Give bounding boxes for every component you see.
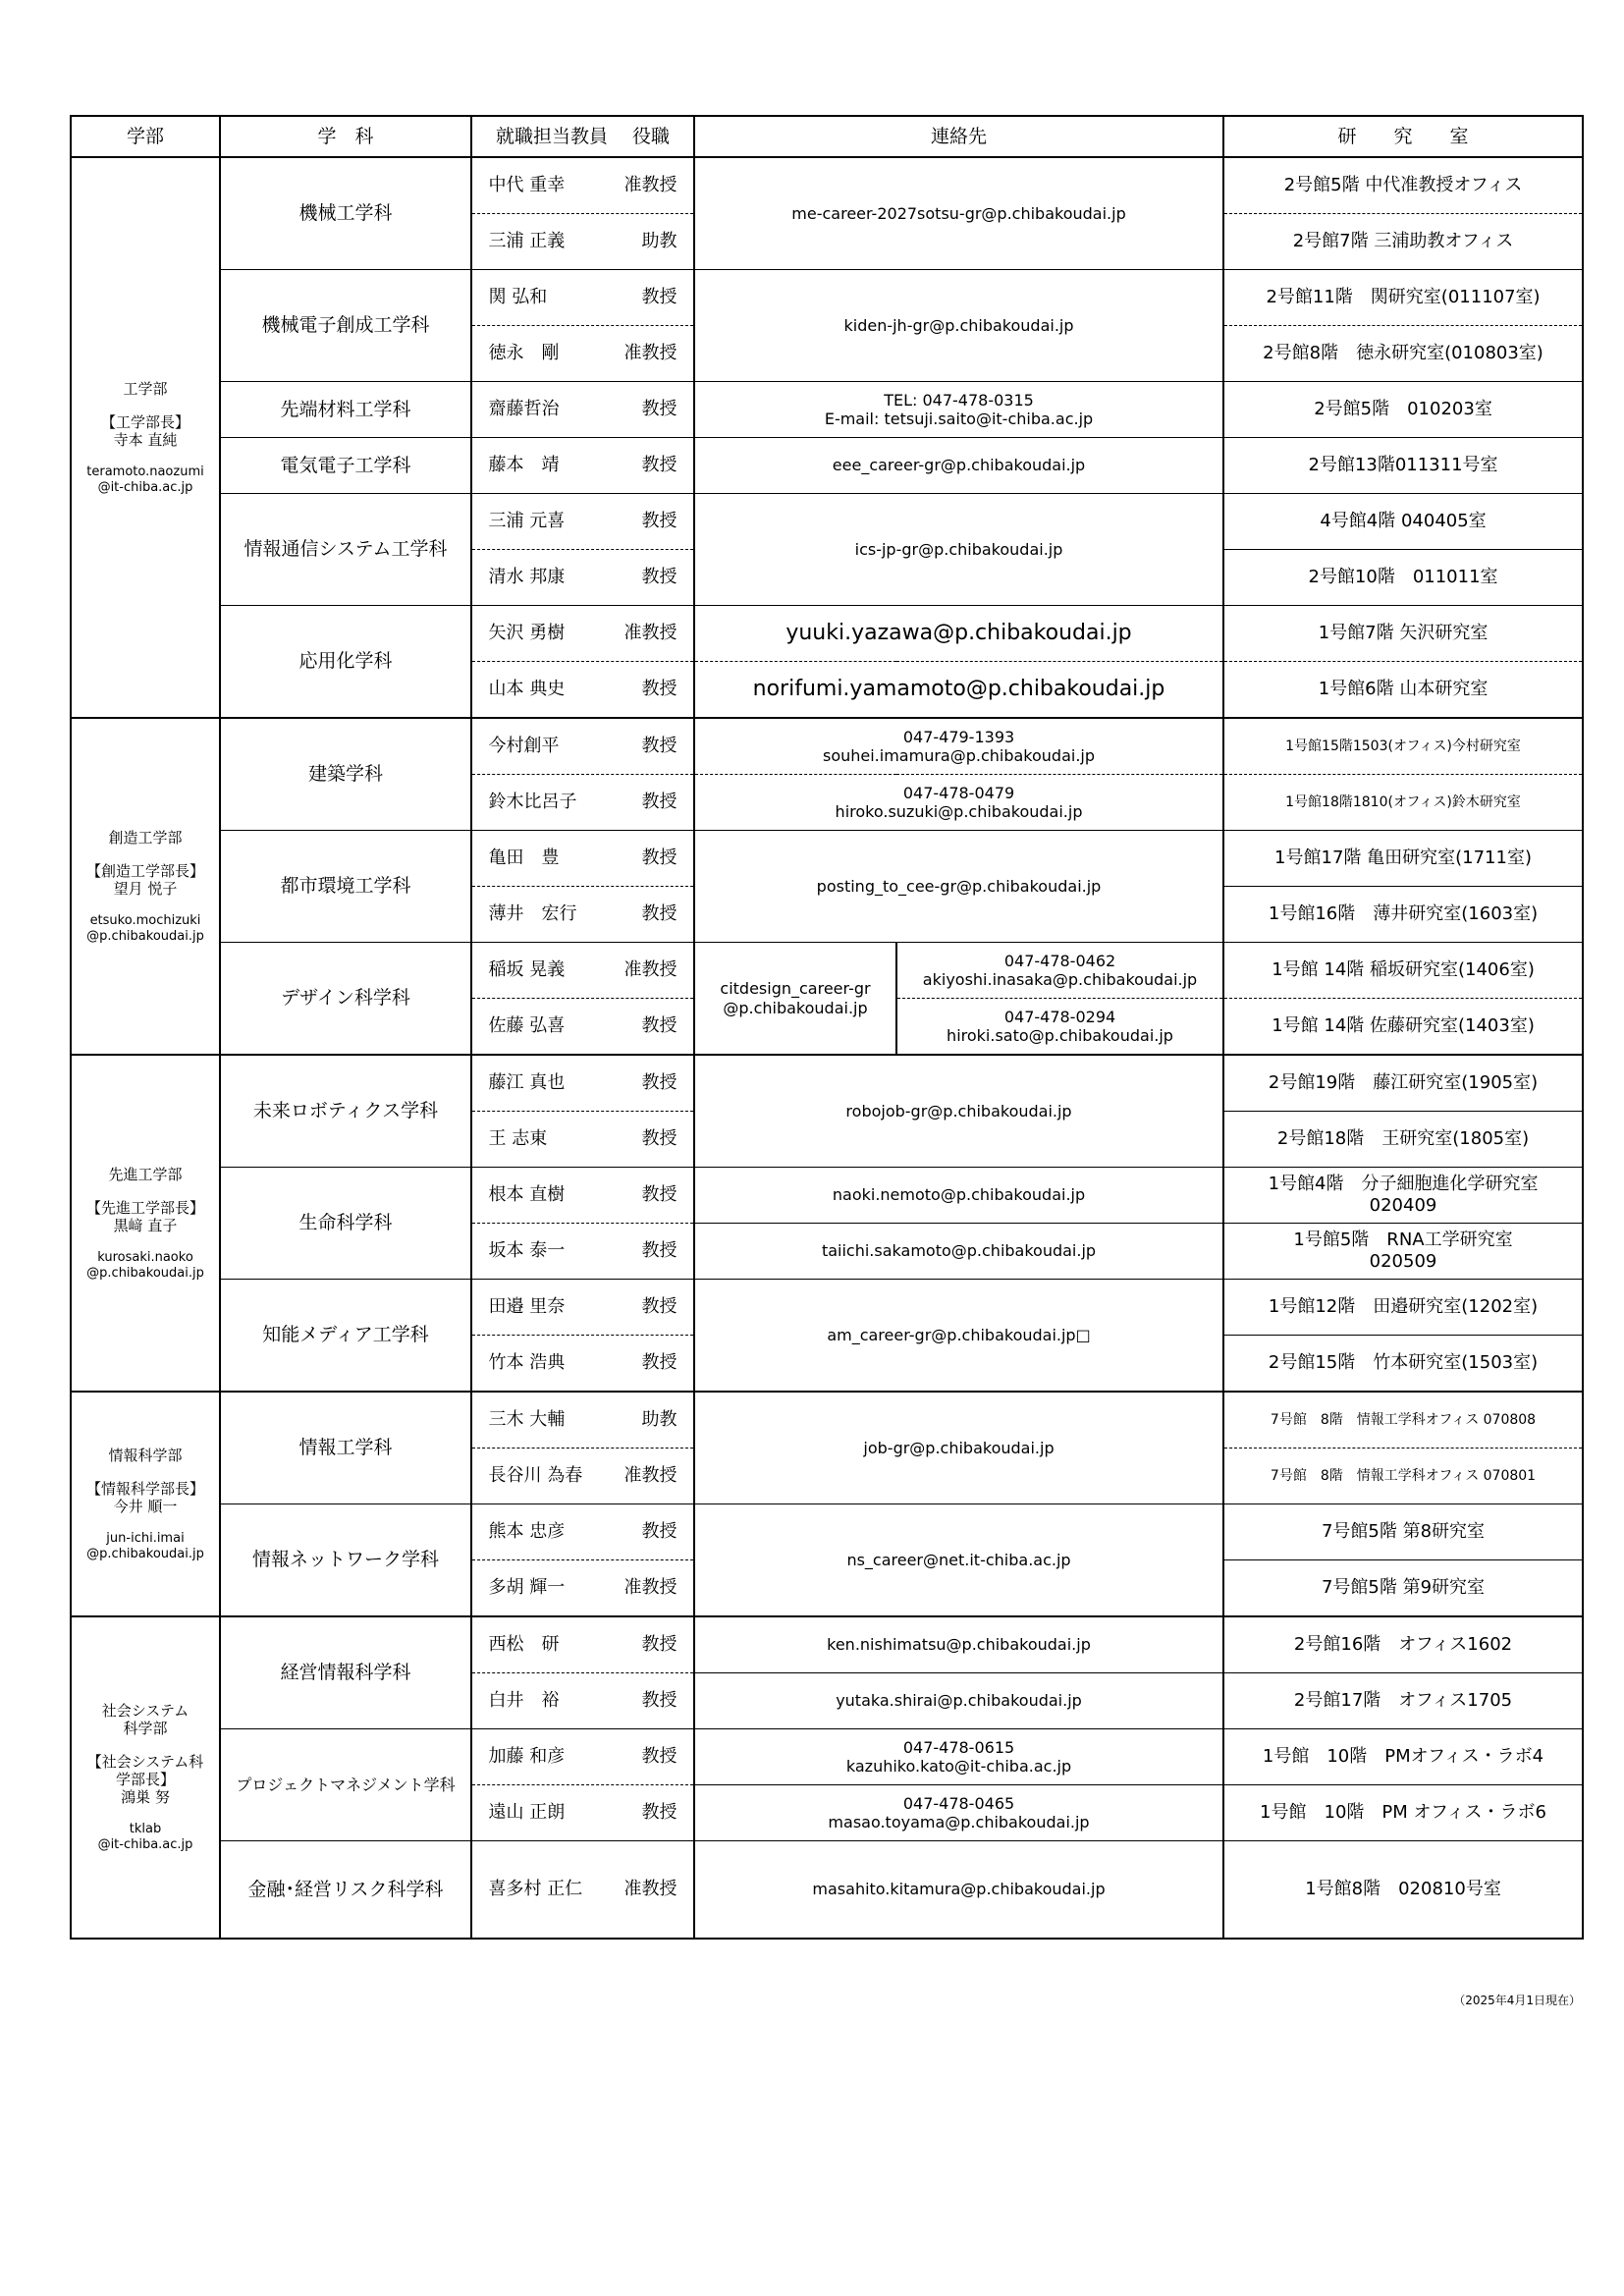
dean-label-2: 学部長】: [115, 1771, 175, 1789]
header-row: [71, 116, 1583, 157]
staff-cell: [471, 382, 694, 438]
contact-email[interactable]: masao.toyama@p.chibakoudai.jp: [828, 1813, 1090, 1831]
faculty-name: 社会システム: [101, 1702, 189, 1721]
department-cell: 応用化学科: [220, 606, 471, 719]
faculty-cell-information: [71, 1392, 220, 1616]
contact-email[interactable]: masahito.kitamura@p.chibakoudai.jp: [694, 1841, 1223, 1940]
room-cell: 7号館 8階 情報工学科オフィス 070808: [1223, 1392, 1583, 1449]
staff-name: 山本 典史: [488, 679, 566, 700]
staff-cell: [471, 214, 694, 270]
staff-rank: 教授: [641, 567, 677, 588]
room-number: 020409: [1369, 1195, 1437, 1216]
department-cell: 情報ネットワーク学科: [220, 1504, 471, 1617]
room-cell: 2号館7階 三浦助教オフィス: [1223, 214, 1583, 270]
staff-name: 王 志東: [488, 1128, 548, 1150]
staff-cell: [471, 662, 694, 719]
department-cell: 未来ロボティクス学科: [220, 1055, 471, 1168]
staff-cell: [471, 718, 694, 775]
staff-name: 佐藤 弘喜: [488, 1015, 566, 1037]
staff-cell: [471, 270, 694, 326]
room-cell: 1号館18階1810(オフィス)鈴木研究室: [1223, 775, 1583, 831]
contact-email[interactable]: job-gr@p.chibakoudai.jp: [694, 1392, 1223, 1504]
table-row: [71, 1055, 1583, 1112]
staff-rank: 教授: [641, 399, 677, 420]
staff-cell: [471, 1729, 694, 1785]
staff-cell: [471, 494, 694, 550]
contact-email[interactable]: yutaka.shirai@p.chibakoudai.jp: [694, 1673, 1223, 1729]
faculty-name: 創造工学部: [108, 828, 183, 847]
department-cell: 機械電子創成工学科: [220, 270, 471, 382]
room-number: 020509: [1369, 1251, 1437, 1272]
room-cell: 1号館 14階 稲坂研究室(1406室): [1223, 943, 1583, 999]
room-name: 1号館5階 RNA工学研究室: [1293, 1230, 1513, 1251]
staff-rank: 教授: [641, 455, 677, 476]
as-of-date-note: （2025年4月1日現在）: [1453, 1994, 1581, 2007]
staff-name: 齋藤哲治: [488, 399, 560, 420]
table-row: [71, 1504, 1583, 1560]
staff-cell: [471, 1224, 694, 1280]
staff-name: 熊本 忠彦: [488, 1521, 566, 1543]
dean-email-domain: @p.chibakoudai.jp: [86, 1546, 204, 1561]
room-cell: 2号館8階 徳永研究室(010803室): [1223, 326, 1583, 382]
contact-tel: 047-478-0615: [902, 1737, 1015, 1757]
staff-name: 喜多村 正仁: [488, 1879, 583, 1900]
staff-rank: 教授: [641, 1521, 677, 1543]
staff-cell: [471, 1841, 694, 1940]
contact-email[interactable]: me-career-2027sotsu-gr@p.chibakoudai.jp: [694, 157, 1223, 270]
staff-rank: 教授: [641, 1240, 677, 1262]
staff-cell: [471, 1392, 694, 1449]
staff-name: 遠山 正朗: [488, 1802, 566, 1824]
faculty-cell-social-systems: [71, 1616, 220, 1939]
contact-cell: [896, 943, 1223, 999]
room-cell: 2号館10階 011011室: [1223, 550, 1583, 606]
staff-rank: 教授: [641, 1802, 677, 1824]
dean-email: etsuko.mochizuki: [89, 912, 201, 928]
staff-name: 長谷川 為春: [488, 1465, 583, 1487]
staff-cell: [471, 887, 694, 943]
dean-email-domain: @p.chibakoudai.jp: [86, 1265, 204, 1281]
staff-rank: 准教授: [623, 1465, 677, 1487]
department-cell: 情報工学科: [220, 1392, 471, 1504]
contact-email[interactable]: E-mail: tetsuji.saito@it-chiba.ac.jp: [824, 410, 1094, 428]
dean-label: 【情報科学部長】: [85, 1479, 204, 1498]
contact-email[interactable]: souhei.imamura@p.chibakoudai.jp: [822, 746, 1096, 765]
contact-email[interactable]: hiroki.sato@p.chibakoudai.jp: [947, 1026, 1173, 1045]
staff-rank: 教授: [641, 1634, 677, 1656]
room-cell: 2号館11階 関研究室(011107室): [1223, 270, 1583, 326]
dean-email-domain: @it-chiba.ac.jp: [97, 1837, 193, 1852]
table-row: [71, 606, 1583, 662]
staff-name: 中代 重幸: [488, 175, 566, 196]
dean-label: 【工学部長】: [100, 412, 189, 431]
faculty-cell-engineering: [71, 157, 220, 718]
room-cell: 1号館6階 山本研究室: [1223, 662, 1583, 719]
room-cell: 4号館4階 040405室: [1223, 494, 1583, 550]
staff-cell: [471, 438, 694, 494]
staff-rank: 教授: [641, 679, 677, 700]
staff-rank: 教授: [641, 1296, 677, 1318]
contact-group-local: citdesign_career-gr: [720, 979, 871, 999]
contact-group-domain: @p.chibakoudai.jp: [723, 998, 868, 1017]
contact-tel: 047-478-0479: [902, 783, 1015, 802]
contact-group-email[interactable]: [694, 943, 896, 1056]
staff-rank: 准教授: [623, 623, 677, 644]
contact-cell: [896, 999, 1223, 1056]
staff-name: 藤本 靖: [488, 455, 560, 476]
dean-email: jun-ichi.imai: [106, 1530, 185, 1546]
staff-cell: [471, 1616, 694, 1673]
header-staff: 就職担当教員 役職: [471, 116, 694, 157]
staff-rank: 准教授: [623, 959, 677, 981]
contact-cell: [694, 382, 1223, 438]
header-faculty: 学部: [71, 116, 220, 157]
header-contact: 連絡先: [694, 116, 1223, 157]
staff-cell: [471, 831, 694, 887]
table-row: [71, 382, 1583, 438]
room-cell: 7号館5階 第9研究室: [1223, 1560, 1583, 1617]
staff-name: 根本 直樹: [488, 1184, 566, 1206]
staff-name: 徳永 剛: [488, 343, 560, 364]
room-cell: 1号館 14階 佐藤研究室(1403室): [1223, 999, 1583, 1056]
department-cell: 先端材料工学科: [220, 382, 471, 438]
contact-email[interactable]: kazuhiko.kato@it-chiba.ac.jp: [845, 1757, 1072, 1776]
department-cell: 機械工学科: [220, 157, 471, 270]
staff-cell: [471, 1336, 694, 1393]
staff-rank: 教授: [641, 1690, 677, 1712]
room-cell: 1号館 10階 PM オフィス・ラボ6: [1223, 1785, 1583, 1841]
room-cell: 2号館5階 中代准教授オフィス: [1223, 157, 1583, 214]
table-row: [71, 1841, 1583, 1940]
contact-email[interactable]: hiroko.suzuki@p.chibakoudai.jp: [835, 802, 1083, 821]
room-cell: 2号館15階 竹本研究室(1503室): [1223, 1336, 1583, 1393]
staff-rank: 教授: [641, 287, 677, 308]
staff-name: 三木 大輔: [488, 1409, 566, 1431]
staff-cell: [471, 326, 694, 382]
staff-name: 田邉 里奈: [488, 1296, 566, 1318]
staff-name: 坂本 泰一: [488, 1240, 566, 1262]
staff-name: 西松 研: [488, 1634, 560, 1656]
contact-cell: [694, 775, 1223, 831]
staff-rank: 教授: [641, 792, 677, 813]
faculty-name-2: 科学部: [123, 1720, 168, 1738]
contact-tel: 047-478-0462: [1003, 951, 1116, 970]
table-row: [71, 1168, 1583, 1224]
contact-cell: [694, 1729, 1223, 1785]
staff-cell: [471, 1055, 694, 1112]
staff-rank: 教授: [641, 511, 677, 532]
contact-email[interactable]: norifumi.yamamoto@p.chibakoudai.jp: [694, 662, 1223, 719]
room-cell: 1号館17階 亀田研究室(1711室): [1223, 831, 1583, 887]
dean-name: 黒﨑 直子: [113, 1216, 178, 1234]
faculty-name: 工学部: [123, 379, 168, 398]
staff-name: 薄井 宏行: [488, 903, 577, 925]
staff-rank: 教授: [641, 1015, 677, 1037]
contact-email[interactable]: yuuki.yazawa@p.chibakoudai.jp: [694, 606, 1223, 662]
staff-rank: 教授: [641, 1072, 677, 1094]
dean-name: 鴻巣 努: [121, 1788, 170, 1807]
staff-name: 加藤 和彦: [488, 1746, 566, 1768]
contact-email[interactable]: ics-jp-gr@p.chibakoudai.jp: [694, 494, 1223, 606]
dean-label: 【創造工学部長】: [85, 861, 204, 880]
staff-rank: 准教授: [623, 175, 677, 196]
dean-name: 今井 順一: [113, 1497, 178, 1515]
department-cell: プロジェクトマネジメント学科: [220, 1729, 471, 1841]
dean-name: 望月 悦子: [113, 879, 178, 898]
contact-email[interactable]: posting_to_cee-gr@p.chibakoudai.jp: [694, 831, 1223, 943]
faculty-cell-advanced: [71, 1055, 220, 1392]
header-department: 学 科: [220, 116, 471, 157]
dean-email-domain: @it-chiba.ac.jp: [97, 479, 193, 495]
header-room: 研 究 室: [1223, 116, 1583, 157]
staff-name: 竹本 浩典: [488, 1352, 566, 1374]
staff-cell: [471, 1112, 694, 1168]
dean-email: kurosaki.naoko: [97, 1249, 193, 1265]
room-name: 1号館4階 分子細胞進化学研究室: [1268, 1174, 1539, 1195]
staff-cell: [471, 1449, 694, 1504]
dean-label: 【先進工学部長】: [85, 1198, 204, 1217]
department-cell: 知能メディア工学科: [220, 1280, 471, 1393]
contact-email[interactable]: taiichi.sakamoto@p.chibakoudai.jp: [694, 1224, 1223, 1280]
department-cell: 都市環境工学科: [220, 831, 471, 943]
staff-name: 矢沢 勇樹: [488, 623, 566, 644]
room-cell: 2号館16階 オフィス1602: [1223, 1616, 1583, 1673]
staff-rank: 教授: [641, 903, 677, 925]
staff-name: 稲坂 晃義: [488, 959, 566, 981]
room-cell: 1号館 10階 PMオフィス・ラボ4: [1223, 1729, 1583, 1785]
staff-name: 白井 裕: [488, 1690, 560, 1712]
contact-tel: 047-478-0465: [902, 1793, 1015, 1813]
staff-cell: [471, 943, 694, 999]
contact-email[interactable]: ns_career@net.it-chiba.ac.jp: [694, 1504, 1223, 1617]
contact-email[interactable]: am_career-gr@p.chibakoudai.jp□: [694, 1280, 1223, 1393]
staff-cell: [471, 1280, 694, 1336]
staff-cell: [471, 1785, 694, 1841]
room-cell: 1号館16階 薄井研究室(1603室): [1223, 887, 1583, 943]
table-row: [71, 157, 1583, 214]
department-cell: 建築学科: [220, 718, 471, 831]
contact-email[interactable]: ken.nishimatsu@p.chibakoudai.jp: [694, 1616, 1223, 1673]
faculty-cell-creative: [71, 718, 220, 1055]
career-contact-table: [70, 115, 1584, 1940]
department-cell: 経営情報科学科: [220, 1616, 471, 1729]
table-row: [71, 270, 1583, 326]
staff-cell: [471, 157, 694, 214]
room-cell: 1号館7階 矢沢研究室: [1223, 606, 1583, 662]
staff-rank: 教授: [641, 1184, 677, 1206]
room-cell: 1号館15階1503(オフィス)今村研究室: [1223, 718, 1583, 775]
department-cell: デザイン科学科: [220, 943, 471, 1056]
staff-rank: 准教授: [623, 343, 677, 364]
staff-name: 関 弘和: [488, 287, 548, 308]
staff-cell: [471, 1504, 694, 1560]
room-cell: 2号館19階 藤江研究室(1905室): [1223, 1055, 1583, 1112]
contact-email[interactable]: robojob-gr@p.chibakoudai.jp: [694, 1055, 1223, 1168]
staff-name: 亀田 豊: [488, 847, 560, 869]
department-cell: 金融･経営リスク科学科: [220, 1841, 471, 1940]
staff-rank: 助教: [641, 231, 677, 252]
staff-rank: 教授: [641, 736, 677, 757]
dean-email-domain: @p.chibakoudai.jp: [86, 928, 204, 944]
staff-name: 清水 邦康: [488, 567, 566, 588]
staff-name: 多胡 輝一: [488, 1577, 566, 1599]
room-cell: 2号館5階 010203室: [1223, 382, 1583, 438]
dean-label: 【社会システム科: [86, 1753, 204, 1772]
staff-name: 三浦 元喜: [488, 511, 566, 532]
room-cell: 2号館13階011311号室: [1223, 438, 1583, 494]
staff-name: 今村創平: [488, 736, 560, 757]
department-cell: 電気電子工学科: [220, 438, 471, 494]
staff-rank: 教授: [641, 1128, 677, 1150]
staff-rank: 教授: [641, 1352, 677, 1374]
contact-email[interactable]: naoki.nemoto@p.chibakoudai.jp: [694, 1168, 1223, 1224]
room-cell: [1223, 1224, 1583, 1280]
staff-cell: [471, 550, 694, 606]
staff-cell: [471, 1673, 694, 1729]
room-cell: 1号館12階 田邉研究室(1202室): [1223, 1280, 1583, 1336]
room-cell: 2号館18階 王研究室(1805室): [1223, 1112, 1583, 1168]
table-row: [71, 1729, 1583, 1785]
table-row: [71, 943, 1583, 999]
staff-cell: [471, 1560, 694, 1617]
table-row: [71, 438, 1583, 494]
department-cell: 生命科学科: [220, 1168, 471, 1280]
staff-cell: [471, 775, 694, 831]
table-row: [71, 1280, 1583, 1336]
department-cell: 情報通信システム工学科: [220, 494, 471, 606]
contact-tel: 047-478-0294: [1003, 1007, 1116, 1026]
staff-rank: 教授: [641, 847, 677, 869]
room-cell: 1号館8階 020810号室: [1223, 1841, 1583, 1940]
contact-email[interactable]: eee_career-gr@p.chibakoudai.jp: [694, 438, 1223, 494]
table-row: [71, 1616, 1583, 1673]
contact-tel: TEL: 047-478-0315: [884, 390, 1034, 410]
room-cell: 7号館5階 第8研究室: [1223, 1504, 1583, 1560]
table-row: [71, 494, 1583, 550]
staff-rank: 助教: [641, 1409, 677, 1431]
table-row: [71, 831, 1583, 887]
staff-cell: [471, 1168, 694, 1224]
contact-tel: 047-479-1393: [902, 727, 1015, 746]
contact-email[interactable]: akiyoshi.inasaka@p.chibakoudai.jp: [922, 970, 1198, 989]
room-cell: 7号館 8階 情報工学科オフィス 070801: [1223, 1449, 1583, 1504]
faculty-name: 先進工学部: [108, 1165, 183, 1183]
room-cell: 2号館17階 オフィス1705: [1223, 1673, 1583, 1729]
faculty-name: 情報科学部: [108, 1446, 183, 1464]
room-cell: [1223, 1168, 1583, 1224]
staff-cell: [471, 606, 694, 662]
dean-name: 寺本 直純: [113, 430, 178, 449]
staff-rank: 准教授: [623, 1879, 677, 1900]
staff-rank: 教授: [641, 1746, 677, 1768]
dean-email: teramoto.naozumi: [86, 464, 204, 479]
contact-email[interactable]: kiden-jh-gr@p.chibakoudai.jp: [694, 270, 1223, 382]
staff-rank: 准教授: [623, 1577, 677, 1599]
table-row: [71, 1392, 1583, 1449]
contact-cell: [694, 718, 1223, 775]
staff-cell: [471, 999, 694, 1056]
table-row: [71, 718, 1583, 775]
dean-email: tklab: [129, 1822, 162, 1837]
staff-name: 藤江 真也: [488, 1072, 566, 1094]
staff-name: 鈴木比呂子: [488, 792, 577, 813]
contact-cell: [694, 1785, 1223, 1841]
staff-name: 三浦 正義: [488, 231, 566, 252]
